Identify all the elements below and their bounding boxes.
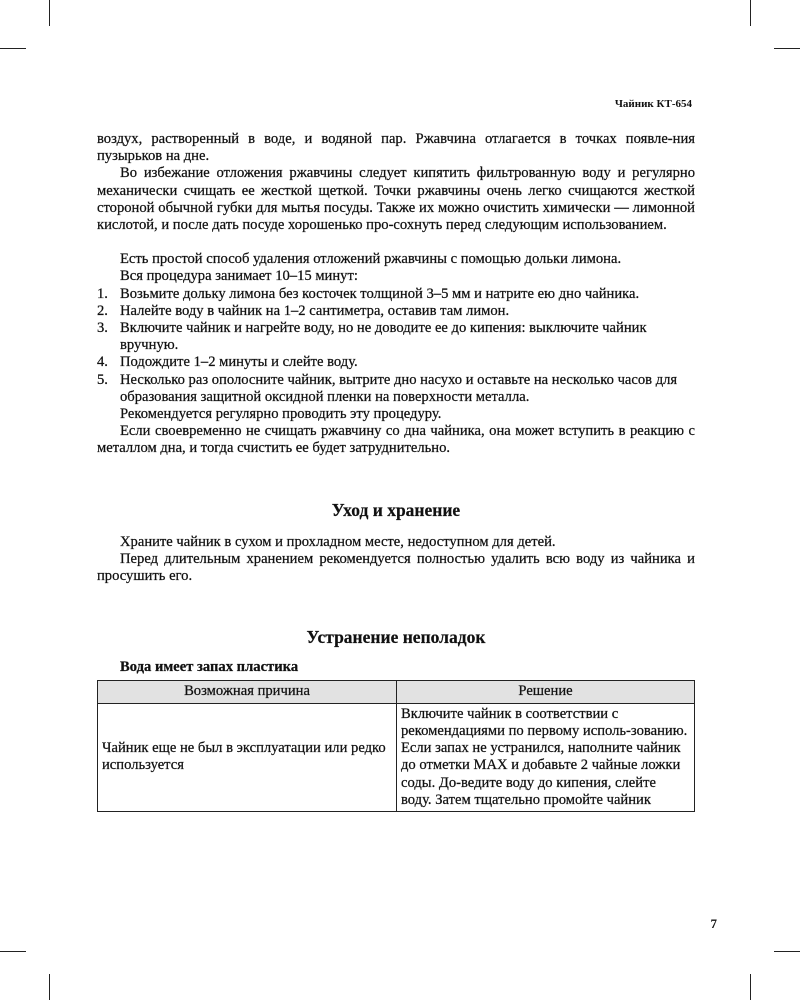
troubleshooting-subtitle: Вода имеет запах пластика — [120, 658, 299, 675]
step-number: 5. — [97, 371, 108, 388]
care-paragraph: Храните чайник в сухом и прохладном месте, недоступном для детей. — [120, 533, 556, 550]
lemon-intro: Есть простой способ удаления отложений ржавчины с помощью дольки лимона. — [120, 251, 622, 268]
crop-mark — [774, 951, 800, 952]
troubleshooting-title: Устранение неполадок — [306, 627, 486, 648]
step-number: 1. — [97, 285, 108, 302]
crop-mark — [0, 951, 26, 952]
crop-mark — [0, 48, 26, 49]
column-header-solution: Решение — [397, 680, 695, 703]
step-text: Несколько раз ополосните чайник, вытрите дно насухо и оставьте на несколько часов для образования защитной оксидной пленки на поверхности металла. — [120, 371, 678, 405]
spacer — [97, 519, 695, 534]
column-header-cause: Возможная причина — [98, 680, 397, 703]
list-item — [97, 286, 695, 303]
spacer — [97, 647, 695, 659]
care-paragraph: Перед длительным хранением рекомендуется полностью удалить всю воду из чайника и просушить его. — [97, 551, 695, 585]
running-header: Чайник КТ-654 — [614, 98, 692, 110]
spacer — [97, 234, 695, 251]
table-header-row — [98, 680, 695, 703]
step-number: 4. — [97, 354, 108, 371]
care-title: Уход и хранение — [331, 499, 461, 520]
step-text: Включите чайник и нагрейте воду, но не доводите ее до кипения: выключите чайник вручную. — [120, 320, 647, 354]
step-text: Налейте воду в чайник на 1–2 сантиметра, оставив там лимон. — [120, 302, 510, 319]
list-item — [97, 303, 695, 320]
step-text: Возьмите дольку лимона без косточек толщиной 3–5 мм и натрите ею дно чайника. — [120, 285, 640, 302]
intro-paragraph: воздух, растворенный в воде, и водяной пар. Ржавчина отлагается в точках появле-ния пузырьков на дне. — [97, 131, 695, 165]
crop-mark — [49, 0, 50, 26]
list-item — [97, 372, 695, 406]
lemon-steps-list — [97, 286, 695, 406]
troubleshooting-table — [97, 680, 695, 812]
spacer — [97, 585, 695, 629]
list-item — [97, 320, 695, 354]
step-text: Подождите 1–2 минуты и слейте воду. — [120, 354, 358, 371]
list-item — [97, 354, 695, 371]
intro-paragraph: Во избежание отложения ржавчины следует кипятить фильтрованную воду и регулярно механически счищать ее жесткой щеткой. Точки ржавчины очень легко счищаются жесткой стороной обычной губки для мытья посуды. Также их можно очистить химически — лимонной кислотой, и после дать посуде хорошенько про-сохнуть перед следующим использованием. — [97, 165, 695, 234]
page-number: 7 — [710, 916, 717, 931]
lemon-recommendation: Рекомендуется регулярно проводить эту процедуру. — [120, 406, 442, 423]
crop-mark — [774, 48, 800, 49]
spacer — [97, 458, 695, 502]
cause-cell: Чайник еще не был в эксплуатации или редко используется — [98, 703, 397, 811]
page-body — [97, 131, 695, 812]
table-row — [98, 703, 695, 811]
step-number: 3. — [97, 320, 108, 337]
lemon-duration: Вся процедура занимает 10–15 минут: — [120, 268, 358, 285]
solution-cell: Включите чайник в соответствии с рекомендациями по первому исполь-зованию. Если запах не устранился, наполните чайник до отметки MAX и добавьте 2 чайные ложки соды. До-ведите воду до кипения, слейте воду. Затем тщательно промойте чайник — [397, 703, 695, 811]
crop-mark — [750, 0, 751, 26]
crop-mark — [750, 974, 751, 1000]
lemon-warning: Если своевременно не счищать ржавчину со дна чайника, она может вступить в реакцию с металлом дна, и тогда счистить ее будет затруднительно. — [97, 423, 695, 457]
crop-mark — [49, 974, 50, 1000]
step-number: 2. — [97, 302, 108, 319]
